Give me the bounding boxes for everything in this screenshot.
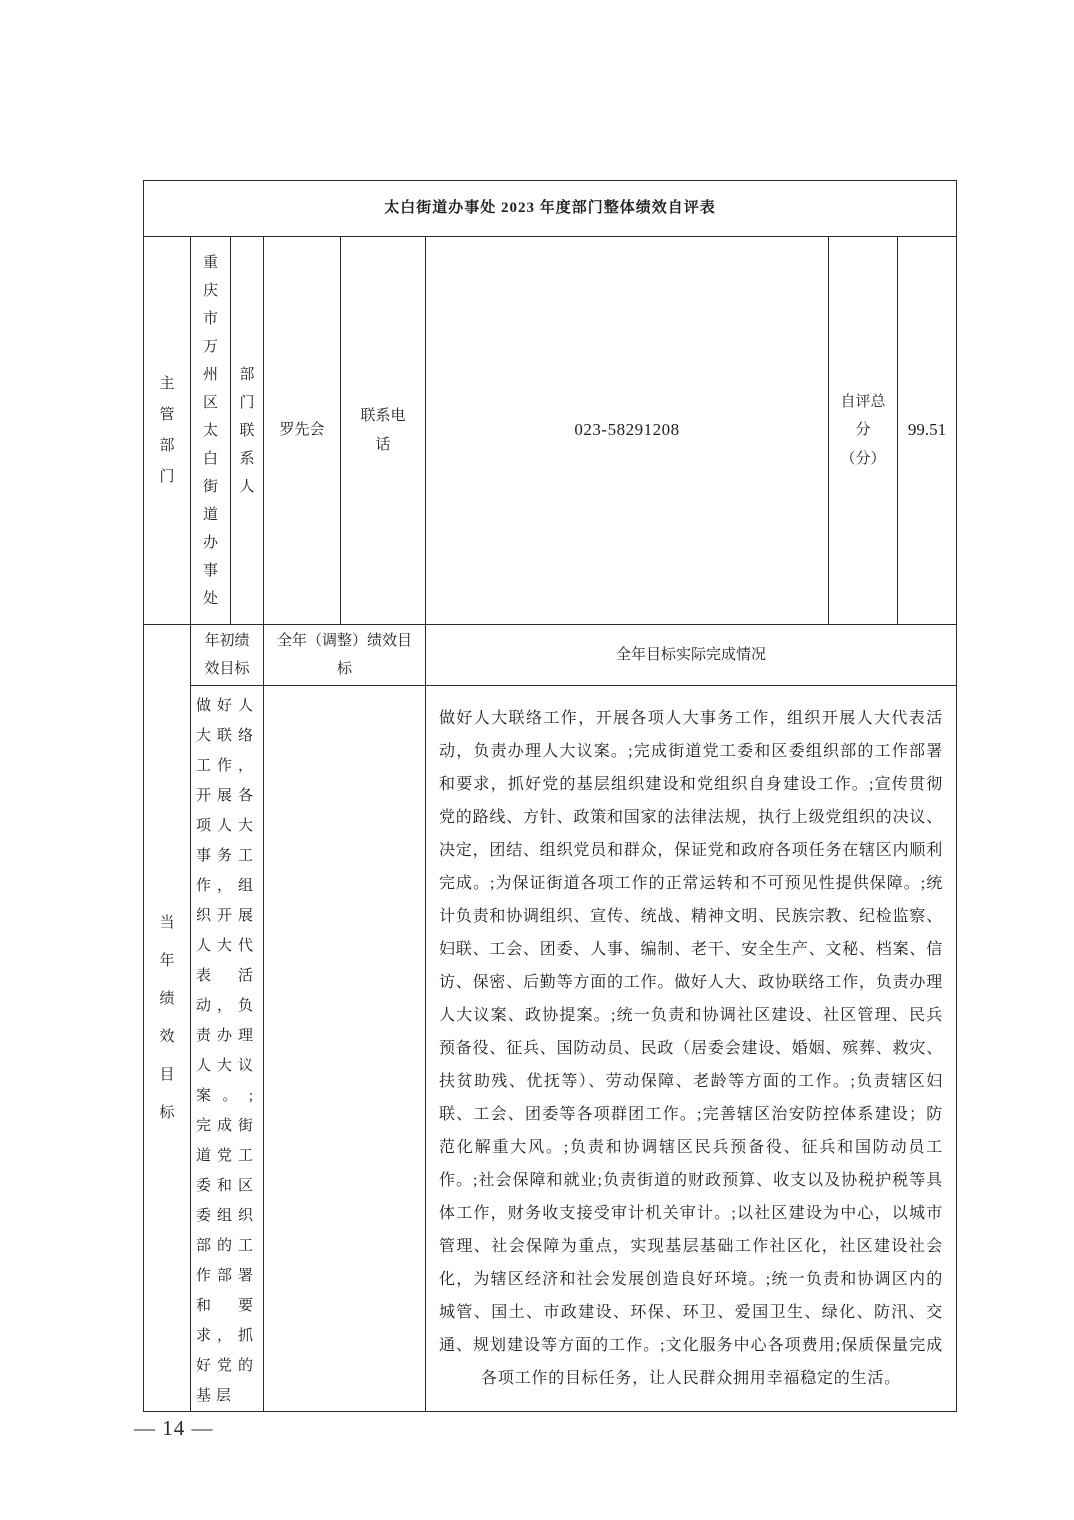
contact-label-cell	[231, 237, 264, 625]
title-row	[144, 181, 957, 237]
supervising-dept-value-cell	[191, 237, 231, 625]
current-year-goal-label-cell	[144, 625, 191, 1412]
adjusted-goal-header: 全年（调整）绩效目 标	[276, 632, 412, 677]
completion-header-cell	[426, 625, 957, 686]
self-score-value: 99.51	[907, 420, 947, 440]
department-info-row	[144, 237, 957, 625]
initial-goal-cell	[191, 686, 264, 1412]
phone-value-cell	[426, 237, 829, 625]
adjusted-goal-cell	[264, 686, 426, 1412]
self-score-value-cell	[898, 237, 957, 625]
goals-body-row	[144, 686, 957, 1412]
performance-self-evaluation-table	[143, 180, 957, 1412]
adjusted-goal-header-cell	[264, 625, 426, 686]
phone-value: 023-58291208	[574, 420, 680, 440]
initial-goal-header-cell	[191, 625, 264, 686]
current-year-goal-label: 当年绩效目标	[159, 915, 175, 1121]
self-score-label: 自评总 分 （分）	[840, 393, 886, 467]
page-number: — 14 —	[134, 1416, 214, 1440]
supervising-dept-label-cell	[144, 237, 191, 625]
phone-label: 联系电 话	[360, 408, 406, 453]
completion-header: 全年目标实际完成情况	[616, 646, 767, 663]
goals-header-row	[144, 625, 957, 686]
supervising-dept-label: 主管部门	[159, 375, 175, 485]
supervising-dept-value: 重庆市万州区太白街道办事处	[202, 254, 218, 607]
contact-value: 罗先会	[279, 422, 325, 439]
contact-value-cell	[264, 237, 341, 625]
page-title: 太白街道办事处 2023 年度部门整体绩效自评表	[144, 181, 957, 237]
completion-text: 做好人大联络工作，开展各项人大事务工作，组织开展人大代表活动，负责办理人大议案。;完成街道党工委和区委组织部的工作部署和要求，抓好党的基层组织建设和党组织自身建设工作。;宣传贯彻党的路线、方针、政策和国家的法律法规，执行上级党组织的决议、决定，团结、组织党员和群众，保证党和政府各项任务在辖区内顺利完成。;为保证街道各项工作的正常运转和不可预见性提供保障。;统计负责和协调组织、宣传、统战、精神文明、民族宗教、纪检监察、妇联、工会、团委、人事、编制、老干、安全生产、文秘、档案、信访、保密、后勤等方面的工作。做好人大、政协联络工作，负责办理人大议案、政协提案。;统一负责和协调社区建设、社区管理、民兵预备役、征兵、国防动员、民政（居委会建设、婚姻、殡葬、救灾、扶贫助残、优抚等）、劳动保障、老龄等方面的工作。;负责辖区妇联、工会、团委等各项群团工作。;完善辖区治安防控体系建设；防范化解重大风。;负责和协调辖区民兵预备役、征兵和国防动员工作。;社会保障和就业;负责街道的财政预算、收支以及协税护税等具体工作，财务收支接受审计机关审计。;以社区建设为中心，以城市管理、社会保障为重点，实现基层基础工作社区化，社区建设社会化，为辖区经济和社会发展创造良好环境。;统一负责和协调区内的城管、国土、市政建设、环保、环卫、爱国卫生、绿化、防汛、交通、规划建设等方面的工作。;文化服务中心各项费用;保质保量完成各项工作的目标任务，让人民群众拥用幸福稳定的生活。	[439, 710, 944, 1387]
completion-cell	[426, 686, 957, 1412]
contact-label: 部门联系人	[239, 366, 255, 495]
initial-goal-header: 年初绩 效目标	[204, 632, 250, 677]
phone-label-cell	[341, 237, 426, 625]
initial-goal-text: 做好人大联络工作，开展各项人大事务工作，组织开展人大代表活动，负责办理人大议案。;完成街道党工委和区委组织部的工作部署和要求，抓好党的基层	[196, 698, 258, 1404]
self-score-label-cell	[829, 237, 898, 625]
